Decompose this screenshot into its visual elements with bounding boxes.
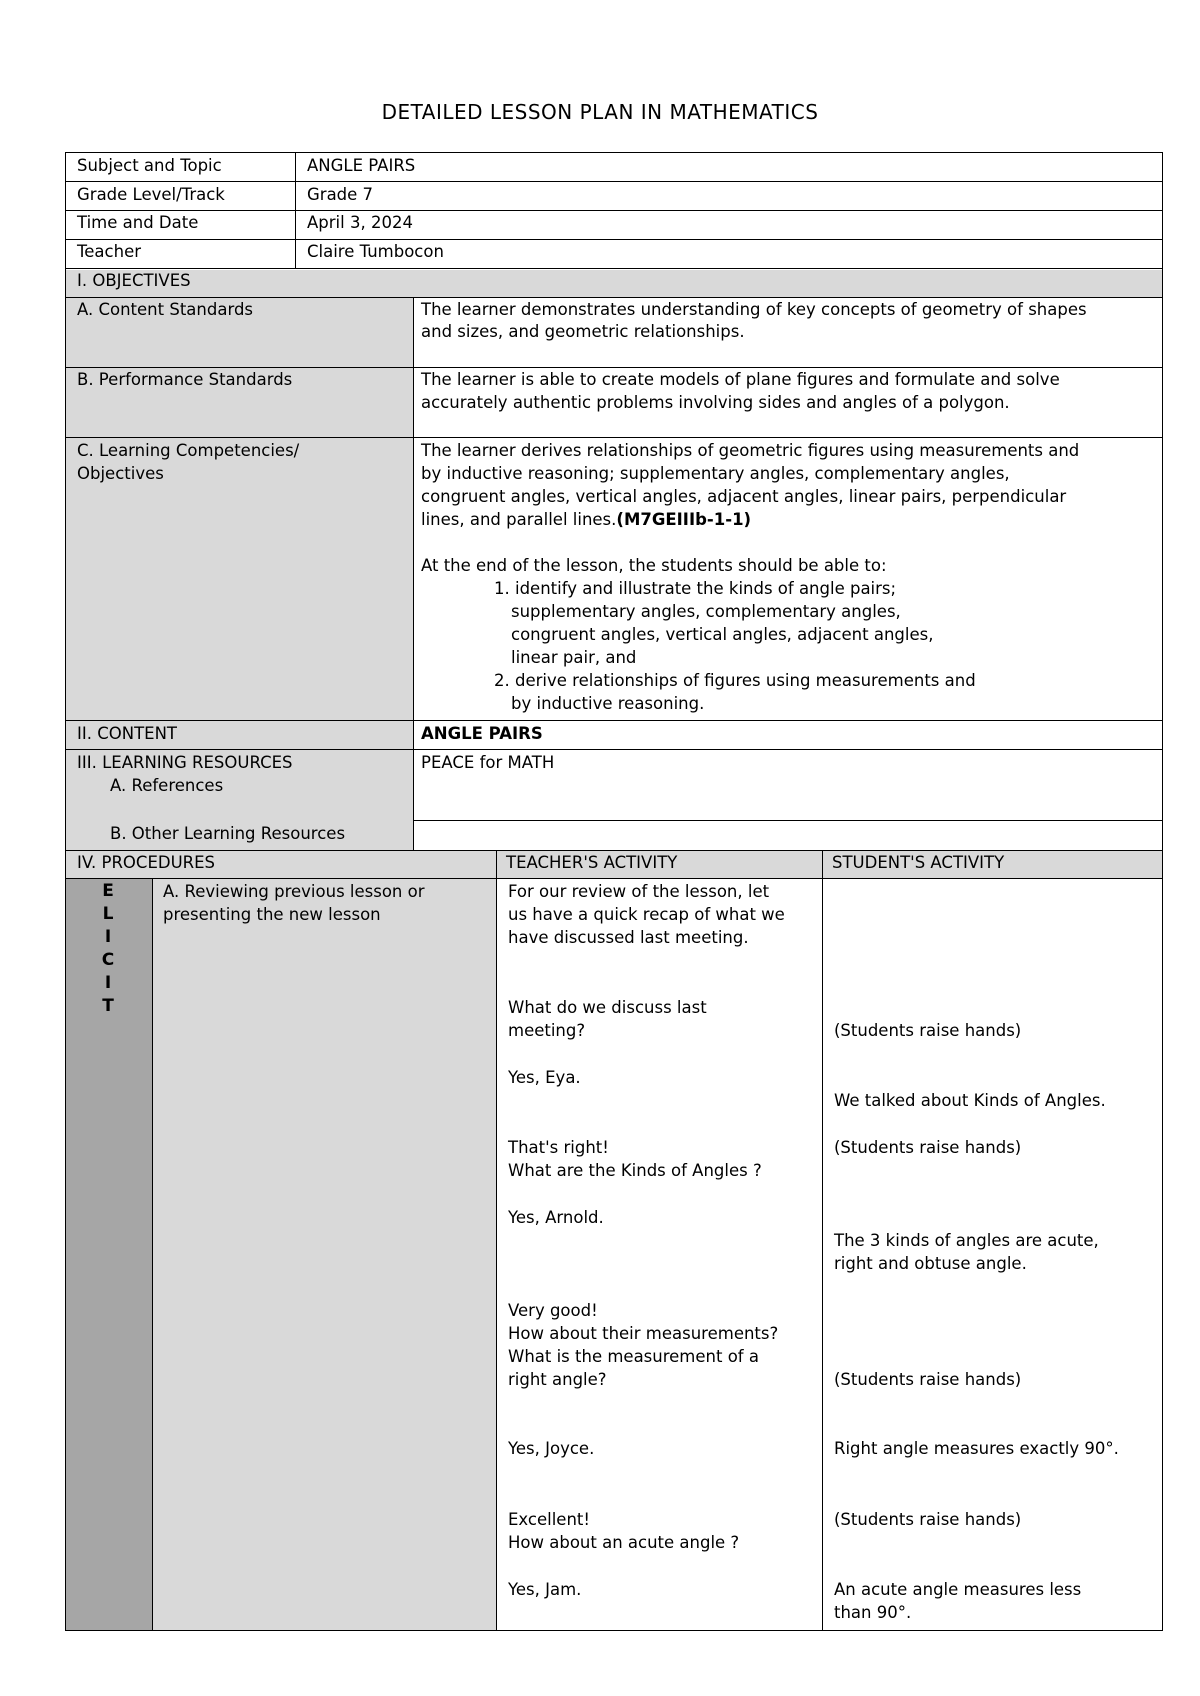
objective-list-item: linear pair, and — [511, 648, 637, 667]
student-line: (Students raise hands) — [834, 1138, 1022, 1157]
teacher-line: us have a quick recap of what we — [508, 905, 785, 924]
phase-letter: L — [102, 904, 114, 924]
teacher-line: meeting? — [508, 1021, 586, 1040]
col-divider — [822, 850, 823, 1631]
step-label: A. Reviewing previous lesson or — [163, 882, 425, 901]
student-line: (Students raise hands) — [834, 1021, 1022, 1040]
performance-standards-text: The learner is able to create models of plane figures and formulate and solve — [421, 370, 1060, 389]
row-divider — [65, 268, 1163, 269]
teacher-line: What do we discuss last — [508, 998, 707, 1017]
teacher-line: Yes, Jam. — [508, 1580, 582, 1599]
phase-letter: C — [101, 950, 115, 970]
content-value: ANGLE PAIRS — [421, 724, 543, 743]
learning-resources-label: III. LEARNING RESOURCES — [77, 753, 293, 772]
end-of-lesson-intro: At the end of the lesson, the students should be able to: — [421, 556, 887, 575]
objective-list-item: supplementary angles, complementary angles, — [511, 602, 901, 621]
teacher-line: Yes, Eya. — [508, 1068, 581, 1087]
competencies-label: Objectives — [77, 464, 164, 483]
competencies-text — [421, 508, 751, 531]
col-divider — [295, 152, 296, 268]
competencies-text: by inductive reasoning; supplementary angles, complementary angles, — [421, 464, 1010, 483]
objective-list-item: 2. derive relationships of figures using measurements and — [494, 671, 976, 690]
content-label: II. CONTENT — [77, 724, 177, 743]
teacher-activity-header: TEACHER'S ACTIVITY — [506, 853, 678, 872]
teacher-line: Yes, Arnold. — [508, 1208, 604, 1227]
teacher-label: Teacher — [77, 242, 142, 261]
teacher-line: Yes, Joyce. — [508, 1439, 595, 1458]
competencies-text: The learner derives relationships of geometric figures using measurements and — [421, 441, 1080, 460]
subject-value: ANGLE PAIRS — [307, 156, 416, 175]
row-divider — [65, 437, 1163, 438]
col-divider — [496, 850, 497, 1631]
student-line: than 90°. — [834, 1603, 912, 1622]
competency-code: (M7GEIIIb-1-1) — [616, 510, 752, 529]
col-divider — [152, 878, 153, 1631]
phase-letter: I — [104, 973, 112, 993]
col-divider — [413, 297, 414, 850]
row-divider — [65, 210, 1163, 211]
row-divider — [65, 878, 1163, 879]
teacher-line: How about their measurements? — [508, 1324, 779, 1343]
content-standards-text: The learner demonstrates understanding of key concepts of geometry of shapes — [421, 300, 1087, 319]
objective-list-item: congruent angles, vertical angles, adjacent angles, — [511, 625, 934, 644]
teacher-value: Claire Tumbocon — [307, 242, 444, 261]
performance-standards-text: accurately authentic problems involving sides and angles of a polygon. — [421, 393, 1010, 412]
teacher-line: How about an acute angle ? — [508, 1533, 740, 1552]
other-resources-label: B. Other Learning Resources — [110, 824, 346, 843]
teacher-line: For our review of the lesson, let — [508, 882, 770, 901]
time-value: April 3, 2024 — [307, 213, 413, 232]
student-line: (Students raise hands) — [834, 1510, 1022, 1529]
objective-list-item: by inductive reasoning. — [511, 694, 705, 713]
phase-letter: E — [102, 881, 114, 901]
page-title: DETAILED LESSON PLAN IN MATHEMATICS — [381, 100, 819, 124]
student-line: Right angle measures exactly 90°. — [834, 1439, 1119, 1458]
teacher-line: right angle? — [508, 1370, 607, 1389]
teacher-line: That's right! — [508, 1138, 609, 1157]
grade-label: Grade Level/Track — [77, 185, 225, 204]
references-label: A. References — [110, 776, 224, 795]
time-label: Time and Date — [77, 213, 199, 232]
competencies-text-line: lines, and parallel lines. — [421, 510, 617, 529]
row-divider — [65, 181, 1163, 182]
row-divider — [65, 749, 1163, 750]
row-divider — [413, 820, 1163, 821]
subject-label: Subject and Topic — [77, 156, 222, 175]
phase-letter: I — [104, 927, 112, 947]
competencies-label: C. Learning Competencies/ — [77, 441, 300, 460]
student-line: right and obtuse angle. — [834, 1254, 1027, 1273]
row-divider — [65, 720, 1163, 721]
teacher-line: What is the measurement of a — [508, 1347, 759, 1366]
competencies-text: congruent angles, vertical angles, adjacent angles, linear pairs, perpendicular — [421, 487, 1067, 506]
student-activity-header: STUDENT'S ACTIVITY — [832, 853, 1005, 872]
student-line: (Students raise hands) — [834, 1370, 1022, 1389]
objectives-header: I. OBJECTIVES — [77, 271, 191, 290]
procedures-label: IV. PROCEDURES — [77, 853, 216, 872]
student-line: The 3 kinds of angles are acute, — [834, 1231, 1099, 1250]
student-line: An acute angle measures less — [834, 1580, 1082, 1599]
teacher-line: Excellent! — [508, 1510, 590, 1529]
grade-value: Grade 7 — [307, 185, 374, 204]
objective-list-item: 1. identify and illustrate the kinds of angle pairs; — [494, 579, 897, 598]
performance-standards-label: B. Performance Standards — [77, 370, 293, 389]
teacher-line: Very good! — [508, 1301, 598, 1320]
content-standards-label: A. Content Standards — [77, 300, 254, 319]
row-divider — [65, 239, 1163, 240]
phase-letter: T — [102, 996, 114, 1016]
student-line: We talked about Kinds of Angles. — [834, 1091, 1106, 1110]
elicit-phase-label — [64, 880, 152, 1018]
teacher-line: have discussed last meeting. — [508, 928, 749, 947]
teacher-line: What are the Kinds of Angles ? — [508, 1161, 762, 1180]
content-standards-text: and sizes, and geometric relationships. — [421, 322, 745, 341]
references-value: PEACE for MATH — [421, 753, 555, 772]
step-label: presenting the new lesson — [163, 905, 381, 924]
